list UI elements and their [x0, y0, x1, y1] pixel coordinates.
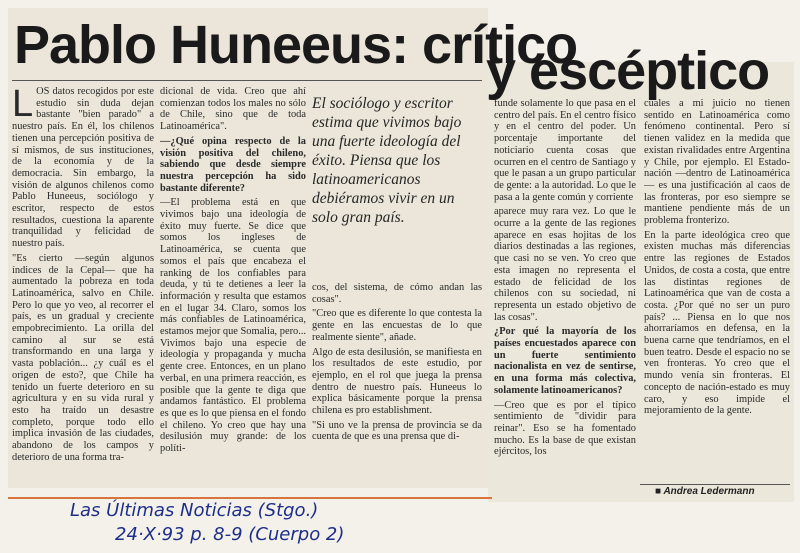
column-3 — [312, 282, 482, 484]
col2-para-1: dicional de vida. Creo que ahí comienzan todos los males no sólo de Chile, sino que de toda Latinoamérica". — [160, 86, 306, 133]
column-5 — [644, 98, 790, 482]
col2-para-2: —El problema está en que vivimos bajo una ideología de éxito muy fuerte. Se dice que somos los ingleses de Latinoamérica, se cuenta que somos el país que encabeza el ranking de los confiables para deuda, y tú te detienes a leer la información y resulta que estamos en el lugar 34. Claro, somos los más confiables de Latinoamérica, estamos mejor que Somalia, pero... Vivimos bajo una especie de ideología y propaganda y mucha gente cree. Entonces, en un plano verbal, en una primera reacción, es posible que la gente te diga que andamos fantástico. El problema es que es lo que piensa en el fondo el chileno. Yo creo que hay una desilusión muy grande: de los políti- — [160, 197, 306, 455]
col1-para-2: "Es cierto —según algunos índices de la Cepal— que ha aumentado la pobreza en toda Latinoamérica, salvo en Chile. Pero lo que yo veo, al recorrer el país, es un gradual y creciente empobrecimiento. La orilla del camino al sur se está transformando en una larga y vasta población... ¿y cuál es el origen de esto?, que Chile ha tenido un fuerte deterioro en su agricultura y en su vida rural y esto ha traído un desastre completo, porque todo ello implica invasión de las ciudades, abandono de los campos y deterioro de una forma tra- — [12, 252, 154, 463]
col3-para-3: Algo de esta desilusión, se manifiesta en los resultados de este estudio, por ejemplo, en el rol que juega la prensa dentro de nuestro país. Huneeus lo explica básicamente porque la prensa chilena es pro establishment. — [312, 346, 482, 417]
col3-para-4: "Si uno ve la prensa de provincia se da cuenta de que es una prensa que di- — [312, 419, 482, 443]
col2-question: —¿Qué opina respecto de la visión positiva del chileno, sabiendo que desde siempre nuestra percepción ha sido bastante diferente? — [160, 135, 306, 194]
col3-para-2: "Creo que es diferente lo que contesta la gente en las encuestas de lo que realmente siente", añade. — [312, 308, 482, 343]
column-4 — [494, 98, 636, 486]
col4-para-2: aparece muy rara vez. Lo que le ocurre a la gente de las regiones aparece en esas hojitas de los diarios destinadas a las regiones, que casi no se ven. Yo creo que esta imagen no representa el estado de felicidad de los chilenos con su sociedad, ni representa un estado objetivo de las cosas". — [494, 206, 636, 323]
clipping-edge-line — [8, 497, 492, 499]
byline: ■ Andrea Ledermann — [655, 486, 755, 497]
column-2 — [160, 86, 306, 484]
handwritten-source: Las Últimas Noticias (Stgo.) — [70, 500, 319, 521]
title-rule — [12, 80, 482, 81]
col1-para-1: OS datos recogidos por este estudio sin duda dejan bastante "bien parado" a nuestro país. En él, los chilenos tienen una percepción positiva de sí mismos, de sus instituciones, de la economía y de la democracia. Sin embargo, la visión de algunos chilenos como Pablo Huneeus, sociólogo y escritor, respecto de estos resultados, cuestiona la aparente tranquilidad y felicidad de nuestro país. — [12, 86, 154, 250]
byline-rule — [640, 484, 790, 485]
byline-name: Andrea Ledermann — [663, 486, 755, 497]
headline-part2: y escéptico — [486, 41, 770, 101]
handwritten-date: 24·X·93 p. 8-9 (Cuerpo 2) — [115, 524, 345, 545]
headline-part1: Pablo Huneeus: crítico — [14, 15, 578, 75]
col3-para-1: cos, del sistema, de cómo andan las cosas". — [312, 282, 482, 305]
col4-question: ¿Por qué la mayoría de los países encuestados aparece con un fuerte sentimiento nacionalista en vez de sentirse, en una forma más colectiva, solamente latinoamericanos? — [494, 326, 636, 396]
column-1 — [12, 86, 154, 484]
drop-cap: L — [12, 86, 34, 125]
col5-para-2: En la parte ideológica creo que existen muchas más diferencias entre las regiones de Estados Unidos, de costa a costa, que entre las distintas regiones de Latinoamérica que van de costa a costa. ¿Por qué no ser un puro país? ... Piensa en lo que nos ahorraríamos en defensa, en la buena carne que tendríamos, en el buen teatro. Desde el espacio no se ven fronteras. Yo creo que el mundo venía sin fronteras. El concepto de nación-estado es muy caro, y eso impide el mejoramiento de la gente. — [644, 229, 790, 417]
col4-para-1: funde solamente lo que pasa en el centro del país. En el centro físico y en el centro del poder. Un porcentaje importante del noticiario cuenta cosas que ocurren en el centro de Santiago y que le pasan a un grupo particular de gente: a la autoridad. Lo que le pasa a la gente común y corriente — [494, 98, 636, 203]
pull-quote: El sociólogo y escritor estima que vivimos bajo una fuerte ideología del éxito. Piensa que los latinoamericanos debiéramos vivir en un solo gran país. — [312, 95, 462, 226]
col4-para-3: —Creo que es por el típico sentimiento de "dividir para reinar". Eso se ha fomentado mucho. Es la base de que existan ejércitos, los — [494, 399, 636, 458]
col5-para-1: cuales a mi juicio no tienen sentido en Latinoamérica como fenómeno continental. Pero sí tienen validez en la medida que existan rivalidades entre Argentina y Chile, por ejemplo. El Estado-nación —dentro de Latinoamérica— es una justificación al caos de las fronteras, por eso siempre se mantiene pendiente más de un problema fronterizo. — [644, 98, 790, 227]
